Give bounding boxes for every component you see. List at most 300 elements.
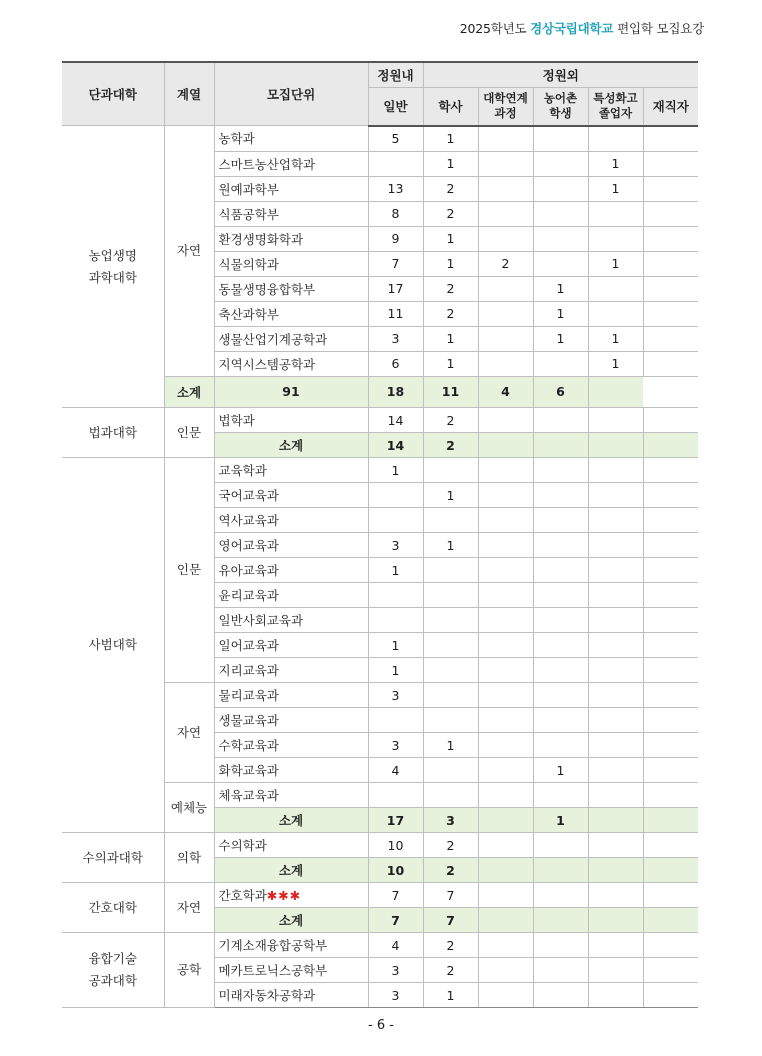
- col-general: 일반: [368, 88, 423, 126]
- unit-label: 환경생명화학과: [218, 231, 304, 247]
- cell-special: [588, 508, 643, 533]
- cell-special: [588, 408, 643, 433]
- cell-special: 1: [588, 251, 643, 276]
- cell-employed: [643, 558, 698, 583]
- unit-name: [214, 533, 368, 558]
- college-vet: 수의과대학: [62, 833, 164, 883]
- unit-name: [214, 151, 368, 176]
- unit-label: 생물산업기계공학과: [218, 331, 328, 347]
- cell-link: [478, 326, 533, 351]
- cell-link: [478, 351, 533, 376]
- cell-bachelor: [423, 608, 478, 633]
- cell-general: 17: [368, 276, 423, 301]
- cell-special: [588, 301, 643, 326]
- cell-link: [478, 758, 533, 783]
- unit-label: 역사교육과: [218, 513, 279, 528]
- cell-general: 4: [368, 933, 423, 958]
- cell-bachelor: [423, 658, 478, 683]
- college-nursing: 간호대학: [62, 883, 164, 933]
- cell-rural: [533, 408, 588, 433]
- unit-name: [214, 983, 368, 1008]
- unit-label: 동물생명융합학부: [218, 281, 316, 297]
- unit-name: [214, 883, 368, 908]
- unit-label: 원예과학부: [218, 181, 279, 197]
- cell-employed: [643, 983, 698, 1008]
- cell-employed: [643, 226, 698, 251]
- cell-special: [588, 483, 643, 508]
- unit-label: 식품공학부: [218, 206, 279, 222]
- subtotal-label: [214, 908, 368, 933]
- cell-special: [588, 658, 643, 683]
- cell-rural: [533, 201, 588, 226]
- cell-link: [478, 958, 533, 983]
- subtotal-label: [214, 858, 368, 883]
- cell-bachelor: 1: [423, 351, 478, 376]
- cell-employed: [643, 251, 698, 276]
- cell-employed: [643, 908, 698, 933]
- track-law: 인문: [164, 408, 214, 458]
- cell-rural: [533, 351, 588, 376]
- college-agri-line1: 농업생명: [88, 247, 137, 263]
- cell-general: 14: [368, 408, 423, 433]
- cell-bachelor: [423, 458, 478, 483]
- unit-name: [214, 301, 368, 326]
- cell-link: [478, 583, 533, 608]
- cell-link: [478, 658, 533, 683]
- cell-special: [588, 276, 643, 301]
- cell-employed: [643, 176, 698, 201]
- cell-rural: [533, 533, 588, 558]
- cell-rural: 1: [533, 326, 588, 351]
- cell-bachelor: [423, 558, 478, 583]
- track-convergence: 공학: [164, 933, 214, 1008]
- cell-general: 1: [368, 558, 423, 583]
- cell-rural: [533, 683, 588, 708]
- unit-name: [214, 276, 368, 301]
- unit-label: 물리교육과: [218, 688, 279, 703]
- unit-name: [214, 633, 368, 658]
- cell-employed: [643, 533, 698, 558]
- cell-rural: [533, 458, 588, 483]
- unit-name: [214, 583, 368, 608]
- cell-general: [368, 608, 423, 633]
- cell-link: [478, 433, 533, 458]
- cell-special: [588, 858, 643, 883]
- cell-special: [588, 833, 643, 858]
- cell-employed: [643, 683, 698, 708]
- cell-link: [478, 858, 533, 883]
- cell-special: 1: [588, 151, 643, 176]
- track-agri: 자연: [164, 126, 214, 377]
- cell-special: [588, 733, 643, 758]
- cell-employed: [643, 808, 698, 833]
- cell-rural: [533, 583, 588, 608]
- cell-special: [588, 633, 643, 658]
- unit-label: 지리교육과: [218, 663, 279, 678]
- table-row: [62, 408, 698, 433]
- cell-bachelor: 1: [423, 983, 478, 1008]
- header-doc-title: 편입학 모집요강: [617, 21, 704, 36]
- cell-special: [588, 433, 643, 458]
- cell-link: [478, 408, 533, 433]
- unit-label: 축산과학부: [218, 306, 279, 322]
- cell-bachelor: 2: [423, 201, 478, 226]
- unit-label: 화학교육과: [218, 763, 279, 778]
- unit-label: 간호학과: [218, 888, 267, 903]
- cell-general: 3: [368, 733, 423, 758]
- cell-rural: [533, 883, 588, 908]
- unit-label: 국어교육과: [218, 488, 279, 503]
- cell-bachelor: 2: [423, 958, 478, 983]
- college-convergence: [62, 933, 164, 1008]
- cell-special: [588, 458, 643, 483]
- cell-general: [368, 508, 423, 533]
- cell-rural: [533, 733, 588, 758]
- unit-label: 미래자동차공학과: [218, 988, 316, 1003]
- header-year: 2025학년도: [459, 21, 527, 36]
- cell-bachelor: [423, 758, 478, 783]
- subtotal-label: [214, 433, 368, 458]
- unit-name: [214, 758, 368, 783]
- cell-rural: [533, 658, 588, 683]
- cell-link: [478, 151, 533, 176]
- cell-special: [588, 126, 643, 152]
- col-bachelor: 학사: [423, 88, 478, 126]
- unit-name: [214, 326, 368, 351]
- cell-bachelor: 1: [423, 533, 478, 558]
- unit-label: 생물교육과: [218, 713, 279, 728]
- cell-special: [588, 808, 643, 833]
- track-vet: 의학: [164, 833, 214, 883]
- cell-employed: [643, 608, 698, 633]
- cell-link: [478, 633, 533, 658]
- cell-employed: [643, 151, 698, 176]
- cell-general: [368, 708, 423, 733]
- cell-rural: [533, 908, 588, 933]
- cell-special: [588, 226, 643, 251]
- cell-bachelor: [423, 633, 478, 658]
- unit-name: [214, 251, 368, 276]
- cell-employed: [643, 833, 698, 858]
- cell-bachelor: 1: [423, 251, 478, 276]
- cell-link: [478, 276, 533, 301]
- cell-general: 6: [368, 351, 423, 376]
- cell-link: [478, 301, 533, 326]
- cell-link: [478, 483, 533, 508]
- unit-name: [214, 608, 368, 633]
- unit-name: [214, 933, 368, 958]
- unit-name: [214, 958, 368, 983]
- unit-label: 일반사회교육과: [218, 613, 304, 628]
- cell-general: 10: [368, 833, 423, 858]
- cell-general: 10: [368, 858, 423, 883]
- col-track: 계열: [164, 62, 214, 126]
- cell-rural: 4: [478, 376, 533, 408]
- cell-special: [588, 583, 643, 608]
- cell-employed: [643, 708, 698, 733]
- cell-general: 3: [368, 533, 423, 558]
- cell-special: 1: [588, 176, 643, 201]
- cell-bachelor: [423, 683, 478, 708]
- cell-link: [478, 683, 533, 708]
- cell-rural: [533, 983, 588, 1008]
- cell-special: [588, 533, 643, 558]
- unit-name: [214, 508, 368, 533]
- cell-bachelor: 1: [423, 126, 478, 152]
- table-row: [62, 883, 698, 908]
- cell-link: [478, 908, 533, 933]
- unit-name: [214, 483, 368, 508]
- cell-rural: 1: [533, 808, 588, 833]
- unit-label: 기계소재융합공학부: [218, 938, 328, 953]
- cell-general: 3: [368, 958, 423, 983]
- cell-bachelor: 1: [423, 483, 478, 508]
- cell-link: [478, 126, 533, 152]
- cell-rural: 1: [533, 758, 588, 783]
- cell-special: 6: [533, 376, 588, 408]
- unit-label: 소계: [278, 913, 304, 928]
- unit-name: [214, 833, 368, 858]
- cell-rural: [533, 933, 588, 958]
- cell-general: [368, 583, 423, 608]
- cell-employed: [643, 958, 698, 983]
- cell-employed: [643, 126, 698, 152]
- track-edu-humanities: 인문: [164, 458, 214, 683]
- cell-special: [588, 908, 643, 933]
- col-univ-link: [478, 88, 533, 126]
- unit-label: 소계: [176, 384, 202, 400]
- cell-link: [478, 226, 533, 251]
- unit-label: 소계: [278, 813, 304, 828]
- col-rural-line1: 농어촌: [543, 91, 578, 106]
- cell-general: 1: [368, 658, 423, 683]
- subtotal-label: [164, 376, 214, 408]
- cell-link: [478, 201, 533, 226]
- unit-label: 지역시스템공학과: [218, 356, 316, 372]
- cell-general: 1: [368, 633, 423, 658]
- cell-special: [588, 958, 643, 983]
- cell-special: [588, 683, 643, 708]
- cell-general: 3: [368, 983, 423, 1008]
- cell-rural: [533, 558, 588, 583]
- unit-label: 법학과: [218, 413, 255, 428]
- cell-rural: [533, 176, 588, 201]
- cell-bachelor: 2: [423, 858, 478, 883]
- cell-employed: [643, 201, 698, 226]
- cell-link: [478, 508, 533, 533]
- cell-link: [478, 708, 533, 733]
- cell-bachelor: 2: [423, 433, 478, 458]
- cell-bachelor: 2: [423, 933, 478, 958]
- cell-employed: [643, 351, 698, 376]
- cell-general: 7: [368, 251, 423, 276]
- col-college: 단과대학: [62, 62, 164, 126]
- unit-label: 교육학과: [218, 463, 267, 478]
- cell-bachelor: 3: [423, 808, 478, 833]
- cell-employed: [643, 783, 698, 808]
- cell-special: [588, 883, 643, 908]
- unit-label: 농학과: [218, 131, 255, 147]
- cell-link: [478, 558, 533, 583]
- unit-label: 소계: [278, 438, 304, 453]
- cell-rural: [533, 226, 588, 251]
- cell-bachelor: 2: [423, 408, 478, 433]
- unit-label: 영어교육과: [218, 538, 279, 553]
- quota-table: [62, 61, 698, 1008]
- cell-employed: [643, 883, 698, 908]
- unit-name: [214, 458, 368, 483]
- cell-general: [368, 151, 423, 176]
- cell-general: 5: [368, 126, 423, 152]
- cell-link: [478, 458, 533, 483]
- cell-special: [588, 933, 643, 958]
- col-employed: 재직자: [643, 88, 698, 126]
- cell-bachelor: [423, 583, 478, 608]
- unit-name: [214, 658, 368, 683]
- track-edu-arts: 예체능: [164, 783, 214, 833]
- cell-bachelor: 18: [368, 376, 423, 408]
- asterisk-note-icon: ✱✱✱: [266, 888, 302, 903]
- cell-employed: [643, 508, 698, 533]
- cell-rural: [533, 251, 588, 276]
- unit-label: 윤리교육과: [218, 588, 279, 603]
- unit-label: 스마트농산업학과: [218, 156, 316, 172]
- cell-link: [478, 733, 533, 758]
- cell-employed: [643, 583, 698, 608]
- college-law: 법과대학: [62, 408, 164, 458]
- cell-bachelor: [423, 783, 478, 808]
- cell-employed: [643, 483, 698, 508]
- cell-link: [478, 808, 533, 833]
- table-row: [62, 833, 698, 858]
- unit-name: [214, 783, 368, 808]
- cell-general: 11: [368, 301, 423, 326]
- cell-employed: [588, 376, 643, 408]
- unit-name: [214, 408, 368, 433]
- unit-name: [214, 126, 368, 152]
- cell-general: 1: [368, 458, 423, 483]
- cell-bachelor: 1: [423, 326, 478, 351]
- cell-special: [588, 783, 643, 808]
- cell-special: [588, 201, 643, 226]
- college-agri-line2: 과학대학: [88, 269, 137, 285]
- cell-link: [478, 933, 533, 958]
- table-row: [62, 458, 698, 483]
- col-special: [588, 88, 643, 126]
- cell-general: 7: [368, 883, 423, 908]
- cell-employed: [643, 433, 698, 458]
- cell-rural: [533, 958, 588, 983]
- unit-name: [214, 708, 368, 733]
- cell-rural: [533, 608, 588, 633]
- col-special-line1: 특성화고: [593, 91, 638, 106]
- cell-bachelor: 7: [423, 908, 478, 933]
- cell-rural: [533, 483, 588, 508]
- college-conv-line1: 융합기술: [88, 951, 137, 966]
- cell-general: [368, 783, 423, 808]
- unit-label: 유아교육과: [218, 563, 279, 578]
- cell-rural: [533, 633, 588, 658]
- unit-name: [214, 351, 368, 376]
- cell-special: [588, 608, 643, 633]
- unit-label: 일어교육과: [218, 638, 279, 653]
- cell-bachelor: 1: [423, 733, 478, 758]
- cell-bachelor: 2: [423, 276, 478, 301]
- cell-special: 1: [588, 351, 643, 376]
- page-header: [460, 19, 704, 37]
- cell-employed: [643, 858, 698, 883]
- col-quota-in: 정원내: [368, 62, 423, 88]
- col-rural-line2: 학생: [549, 106, 572, 121]
- cell-employed: [643, 301, 698, 326]
- cell-employed: [643, 733, 698, 758]
- unit-label: 소계: [278, 863, 304, 878]
- cell-bachelor: 2: [423, 176, 478, 201]
- cell-bachelor: 2: [423, 301, 478, 326]
- cell-rural: [533, 126, 588, 152]
- cell-general: 3: [368, 683, 423, 708]
- unit-name: [214, 201, 368, 226]
- unit-name: [214, 683, 368, 708]
- header-university: 경상국립대학교: [530, 21, 614, 36]
- unit-label: 체육교육과: [218, 788, 279, 803]
- unit-label: 수학교육과: [218, 738, 279, 753]
- cell-rural: [533, 433, 588, 458]
- cell-employed: [643, 276, 698, 301]
- col-univ-link-line1: 대학연계: [483, 91, 528, 106]
- cell-bachelor: 7: [423, 883, 478, 908]
- cell-rural: [533, 783, 588, 808]
- college-conv-line2: 공과대학: [88, 973, 137, 988]
- subtotal-label: [214, 808, 368, 833]
- cell-link: [478, 176, 533, 201]
- cell-bachelor: [423, 708, 478, 733]
- cell-link: [478, 983, 533, 1008]
- unit-name: [214, 176, 368, 201]
- cell-general: 91: [214, 376, 368, 408]
- cell-general: 14: [368, 433, 423, 458]
- unit-name: [214, 733, 368, 758]
- cell-general: [368, 483, 423, 508]
- cell-employed: [643, 326, 698, 351]
- cell-link: [478, 608, 533, 633]
- cell-rural: 1: [533, 276, 588, 301]
- col-quota-out: 정원외: [423, 62, 698, 88]
- unit-label: 수의학과: [218, 838, 267, 853]
- page-number: - 6 -: [368, 1018, 394, 1033]
- cell-general: 7: [368, 908, 423, 933]
- cell-employed: [643, 758, 698, 783]
- cell-general: 3: [368, 326, 423, 351]
- college-edu: 사범대학: [62, 458, 164, 833]
- unit-name: [214, 226, 368, 251]
- cell-general: 9: [368, 226, 423, 251]
- cell-general: 4: [368, 758, 423, 783]
- cell-general: 8: [368, 201, 423, 226]
- table-row: [62, 126, 698, 152]
- unit-label: 메카트로닉스공학부: [218, 963, 328, 978]
- cell-link: [478, 783, 533, 808]
- unit-label: 식물의학과: [218, 256, 279, 272]
- cell-rural: [533, 508, 588, 533]
- col-unit: 모집단위: [214, 62, 368, 126]
- cell-general: 13: [368, 176, 423, 201]
- cell-link: [478, 833, 533, 858]
- college-agri: [62, 126, 164, 408]
- cell-employed: [643, 633, 698, 658]
- cell-bachelor: 2: [423, 833, 478, 858]
- cell-special: [588, 558, 643, 583]
